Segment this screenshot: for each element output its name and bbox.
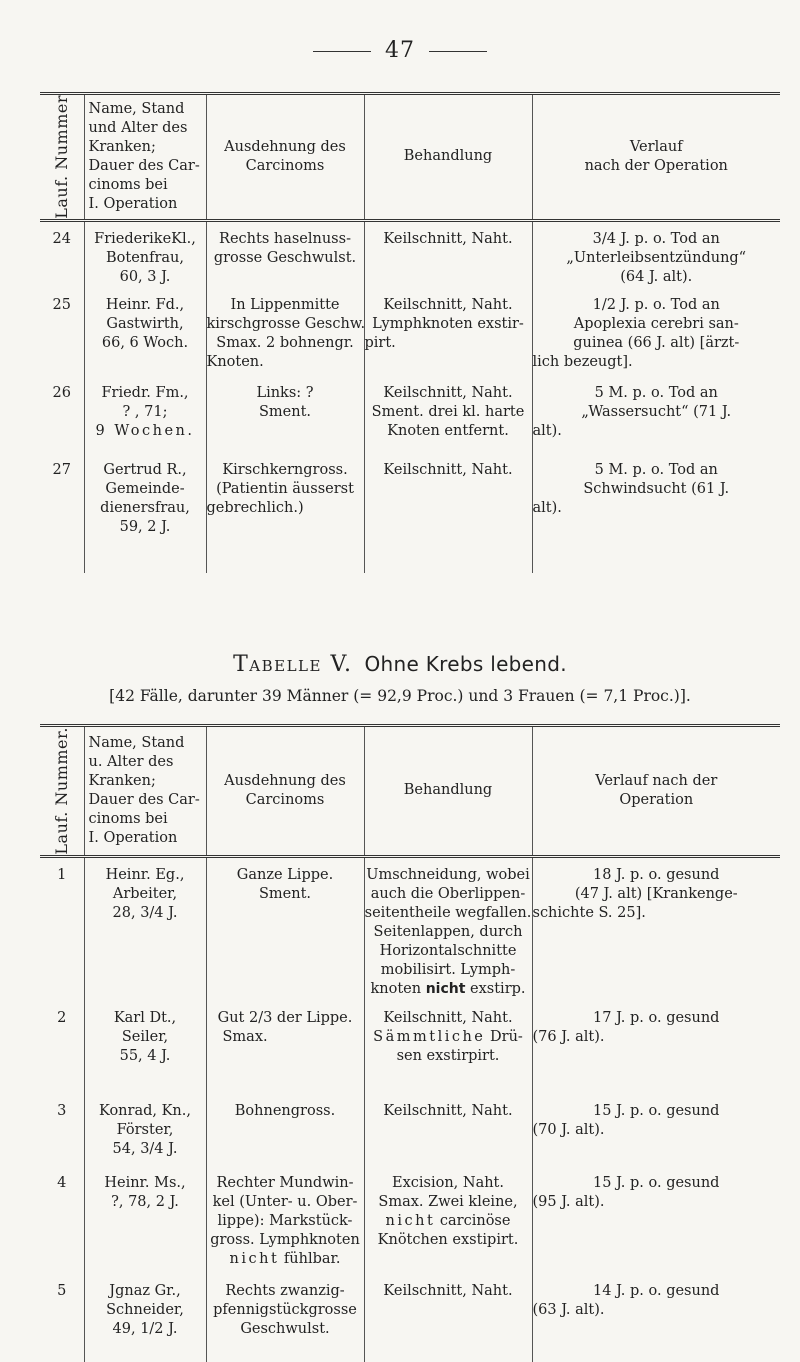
cell-line: Knötchen exstipirt.: [377, 1232, 519, 1249]
header-line: Behandlung: [403, 782, 493, 799]
cell-line: sen exstirpirt.: [396, 1048, 500, 1065]
cell-behandlung: [364, 1102, 532, 1174]
cell-line: 28, 3/4 J.: [112, 904, 178, 921]
cell-line: [365, 980, 532, 999]
cell-line: 49, 1/2 J.: [112, 1321, 178, 1338]
cell-line: (47 J. alt) [Krankenge-: [574, 885, 738, 902]
cell-line: Excision, Naht.: [392, 1175, 504, 1192]
cell-verlauf: [532, 856, 780, 1009]
cell-line: Smax. Zwei kleine,: [378, 1194, 518, 1211]
table-v-subtitle: [42 Fälle, darunter 39 Männer (= 92,9 Proc.) und 3 Frauen (= 7,1 Proc.)].: [109, 687, 691, 705]
cell-line: alt).: [532, 423, 562, 440]
header-line: Kranken;: [88, 772, 156, 789]
cell-verlauf: [532, 1282, 780, 1362]
cell-line: Kirschkerngross.: [222, 462, 348, 479]
cell-line: pfennigstückgrosse: [213, 1302, 357, 1319]
row-number: 1: [57, 866, 67, 883]
cell-line: Knoten entfernt.: [387, 423, 509, 440]
cell-line: 5 M. p. o. Tod an: [594, 462, 718, 479]
cell-line: ?, 78, 2 J.: [111, 1194, 179, 1211]
header-line: cinoms bei: [88, 176, 168, 193]
cell-behandlung: [364, 296, 532, 384]
header-line: und Alter des: [88, 119, 188, 136]
header-line: Kranken;: [88, 138, 156, 155]
cell-line: Keilschnitt, Naht.: [383, 1010, 513, 1027]
table-row: [40, 1009, 780, 1102]
table-v-title: [0, 652, 800, 677]
cell-line: (70 J. alt).: [532, 1122, 605, 1139]
cell-line: (Patientin äusserst: [216, 481, 354, 498]
cell-line: Lymphknoten exstir-: [372, 316, 524, 333]
text-fragment: exstirp.: [470, 980, 526, 997]
cell-ausdehnung: [206, 384, 364, 461]
page-number: [0, 38, 800, 63]
cell-line: Arbeiter,: [112, 885, 178, 902]
header-line: u. Alter des: [88, 753, 174, 770]
header-line: Behandlung: [403, 148, 493, 165]
cell-line: Smax. 2 bohnengr.: [216, 335, 354, 352]
cell-line: [365, 1212, 532, 1231]
text-fragment: Drü-: [490, 1029, 523, 1046]
spaced-text: nicht: [385, 1213, 436, 1230]
cell-line: dienersfrau,: [100, 500, 190, 517]
cell-behandlung: [364, 1282, 532, 1362]
header-line: Verlauf nach der: [595, 772, 718, 789]
cell-line: Ganze Lippe.: [236, 866, 334, 883]
header-name: [84, 94, 206, 221]
cell-ausdehnung: [206, 1282, 364, 1362]
cell-line: schichte S. 25].: [532, 904, 646, 921]
cell-line: Keilschnitt, Naht.: [383, 230, 513, 247]
table-v-header-row: [40, 726, 780, 857]
cell-behandlung: [364, 1174, 532, 1282]
dash-right: [429, 51, 487, 52]
cell-line: kel (Unter- u. Ober-: [212, 1194, 358, 1211]
cell-line: Sment.: [258, 404, 312, 421]
cell-line: „Unterleibsentzündung“: [566, 249, 747, 266]
cell-line: (76 J. alt).: [532, 1029, 605, 1046]
cell-line: Heinr. Fd.,: [105, 297, 185, 314]
cell-line: 9 Wochen.: [95, 423, 195, 440]
spaced-text: nicht: [229, 1251, 280, 1268]
cell-behandlung: [364, 1009, 532, 1102]
cell-line: 18 J. p. o. gesund: [593, 866, 720, 883]
cell-line: Gertrud R.,: [103, 462, 187, 479]
cell-line: (64 J. alt).: [620, 268, 693, 285]
cell-line: Gastwirth,: [106, 316, 184, 333]
row-number: 4: [57, 1175, 67, 1192]
cell-behandlung: [364, 461, 532, 573]
table-row: [40, 856, 780, 1009]
cell-line: Keilschnitt, Naht.: [383, 462, 513, 479]
cell-name: [84, 384, 206, 461]
cell-line: Sment. drei kl. harte: [371, 404, 525, 421]
dash-left: [313, 51, 371, 52]
header-line: Name, Stand: [88, 100, 185, 117]
cell-line: gross. Lymphknoten: [210, 1232, 360, 1249]
cell-line: Apoplexia cerebri san-: [573, 316, 739, 333]
cell-ausdehnung: [206, 220, 364, 296]
table-row: [40, 1174, 780, 1282]
cell-line: Keilschnitt, Naht.: [383, 297, 513, 314]
header-ausdehnung: [206, 726, 364, 857]
cell-line: 15 J. p. o. gesund: [593, 1175, 720, 1192]
table-row: [40, 1102, 780, 1174]
header-line: Verlauf: [629, 138, 683, 155]
cell-ausdehnung: [206, 856, 364, 1009]
row-number: 3: [57, 1103, 67, 1120]
header-line: Dauer des Car-: [88, 157, 200, 174]
header-ausdehnung: [206, 94, 364, 221]
header-behandlung: [364, 94, 532, 221]
cell-verlauf: [532, 1009, 780, 1102]
cell-line: guinea (66 J. alt) [ärzt-: [573, 335, 740, 352]
header-line: Ausdehnung des: [224, 772, 346, 789]
table-v: [40, 724, 780, 1362]
header-line: I. Operation: [88, 195, 178, 212]
cell-line: alt).: [532, 500, 562, 517]
header-name: [84, 726, 206, 857]
cell-line: [365, 1028, 532, 1047]
cell-line: Heinr. Ms.,: [104, 1175, 186, 1192]
header-verlauf: [532, 726, 780, 857]
header-line: nach der Operation: [584, 157, 728, 174]
cell-line: Links: ?: [256, 385, 314, 402]
cell-verlauf: [532, 1174, 780, 1282]
row-number: 27: [52, 462, 71, 479]
cell-ausdehnung: [206, 1174, 364, 1282]
cell-line: Knoten.: [206, 354, 264, 371]
cell-line: Konrad, Kn.,: [99, 1103, 191, 1120]
table-row: [40, 220, 780, 296]
cell-line: Jgnaz Gr.,: [109, 1283, 181, 1300]
cell-line: lich bezeugt].: [532, 354, 633, 371]
cell-line: [207, 1250, 364, 1269]
cell-line: 54, 3/4 J.: [112, 1141, 178, 1158]
cell-line: Bohnengross.: [234, 1103, 336, 1120]
emphasis-text: nicht: [425, 980, 466, 997]
header-line: Operation: [619, 791, 694, 808]
row-number: 25: [52, 297, 71, 314]
cell-line: Geschwulst.: [240, 1321, 330, 1338]
cell-line: mobilisirt. Lymph-: [380, 961, 516, 978]
cell-line: (95 J. alt).: [532, 1194, 605, 1211]
header-verlauf: [532, 94, 780, 221]
cell-name: [84, 296, 206, 384]
table-top: [40, 92, 780, 573]
table-row: [40, 384, 780, 461]
cell-line: 1/2 J. p. o. Tod an: [592, 297, 720, 314]
cell-line: pirt.: [364, 335, 396, 352]
cell-line: 3/4 J. p. o. Tod an: [592, 230, 720, 247]
cell-line: Botenfrau,: [105, 249, 185, 266]
cell-name: [84, 461, 206, 573]
cell-line: Keilschnitt, Naht.: [383, 1103, 513, 1120]
header-lauf-nummer: Lauf. Nummer: [40, 94, 84, 221]
cell-line: Rechts zwanzig-: [225, 1283, 345, 1300]
cell-line: Karl Dt.,: [113, 1010, 177, 1027]
cell-behandlung: [364, 856, 532, 1009]
cell-verlauf: [532, 1102, 780, 1174]
cell-name: [84, 1009, 206, 1102]
cell-line: Heinr. Eg.,: [105, 866, 185, 883]
header-line: Ausdehnung des: [224, 138, 346, 155]
cell-line: Seiler,: [121, 1029, 169, 1046]
row-number: 24: [52, 230, 71, 247]
table-top-header-row: [40, 94, 780, 221]
spaced-text: Sämmtliche: [373, 1029, 486, 1046]
cell-line: Sment.: [258, 885, 312, 902]
text-fragment: fühlbar.: [283, 1251, 341, 1268]
cell-line: gebrechlich.): [206, 500, 304, 517]
cell-verlauf: [532, 296, 780, 384]
row-number: 2: [57, 1010, 67, 1027]
cell-line: 5 M. p. o. Tod an: [594, 385, 718, 402]
table-row: [40, 1282, 780, 1362]
page-number-text: 47: [385, 38, 415, 63]
cell-line: Gemeinde-: [105, 481, 185, 498]
cell-line: Gut 2/3 der Lippe.: [217, 1010, 353, 1027]
table-v-label: Tabelle V.: [233, 652, 353, 677]
header-line: Dauer des Car-: [88, 791, 200, 808]
cell-line: lippe): Markstück-: [217, 1213, 353, 1230]
cell-line: Rechter Mundwin-: [216, 1175, 354, 1192]
text-fragment: knoten: [370, 980, 422, 997]
text-fragment: carcinöse: [439, 1213, 511, 1230]
cell-verlauf: [532, 384, 780, 461]
cell-line: Smax.: [222, 1029, 268, 1046]
cell-name: [84, 1102, 206, 1174]
cell-line: kirschgrosse Geschw.: [206, 316, 366, 333]
cell-name: [84, 1282, 206, 1362]
cell-line: Seitenlappen, durch: [373, 923, 523, 940]
cell-line: „Wassersucht“ (71 J.: [581, 404, 732, 421]
cell-line: Horizontalschnitte: [379, 942, 517, 959]
cell-line: 17 J. p. o. gesund: [593, 1010, 720, 1027]
cell-line: 14 J. p. o. gesund: [593, 1283, 720, 1300]
cell-line: Friedr. Fm.,: [101, 385, 189, 402]
header-line: Name, Stand: [88, 734, 185, 751]
cell-line: 59, 2 J.: [119, 519, 171, 536]
row-number: 5: [57, 1283, 67, 1300]
cell-ausdehnung: [206, 1102, 364, 1174]
table-row: [40, 461, 780, 573]
cell-name: [84, 1174, 206, 1282]
cell-verlauf: [532, 220, 780, 296]
cell-line: 60, 3 J.: [119, 268, 171, 285]
header-line: Carcinoms: [245, 791, 325, 808]
table-v-heading: Ohne Krebs lebend.: [364, 652, 567, 676]
cell-line: 55, 4 J.: [119, 1048, 171, 1065]
cell-ausdehnung: [206, 296, 364, 384]
cell-line: 66, 6 Woch.: [101, 335, 189, 352]
header-lauf-nummer: Lauf. Nummer.: [40, 726, 84, 857]
row-number: 26: [52, 385, 71, 402]
cell-line: Förster,: [116, 1122, 174, 1139]
header-line: I. Operation: [88, 829, 178, 846]
cell-behandlung: [364, 384, 532, 461]
cell-name: [84, 856, 206, 1009]
cell-line: Keilschnitt, Naht.: [383, 1283, 513, 1300]
cell-line: ? , 71;: [122, 404, 168, 421]
cell-line: 15 J. p. o. gesund: [593, 1103, 720, 1120]
cell-line: Keilschnitt, Naht.: [383, 385, 513, 402]
cell-line: grosse Geschwulst.: [213, 249, 357, 266]
cell-line: (63 J. alt).: [532, 1302, 605, 1319]
cell-line: Schneider,: [106, 1302, 184, 1319]
cell-line: seitentheile wegfallen.: [364, 904, 532, 921]
cell-line: FriederikeKl.,: [94, 230, 196, 247]
cell-line: Rechts haselnuss-: [219, 230, 351, 247]
cell-ausdehnung: [206, 1009, 364, 1102]
cell-line: auch die Oberlippen-: [370, 885, 526, 902]
cell-verlauf: [532, 461, 780, 573]
cell-line: Umschneidung, wobei: [366, 866, 530, 883]
header-line: Carcinoms: [245, 157, 325, 174]
header-behandlung: [364, 726, 532, 857]
table-row: [40, 296, 780, 384]
cell-behandlung: [364, 220, 532, 296]
header-line: cinoms bei: [88, 810, 168, 827]
cell-ausdehnung: [206, 461, 364, 573]
cell-name: [84, 220, 206, 296]
cell-line: In Lippenmitte: [230, 297, 340, 314]
cell-line: Schwindsucht (61 J.: [583, 481, 730, 498]
